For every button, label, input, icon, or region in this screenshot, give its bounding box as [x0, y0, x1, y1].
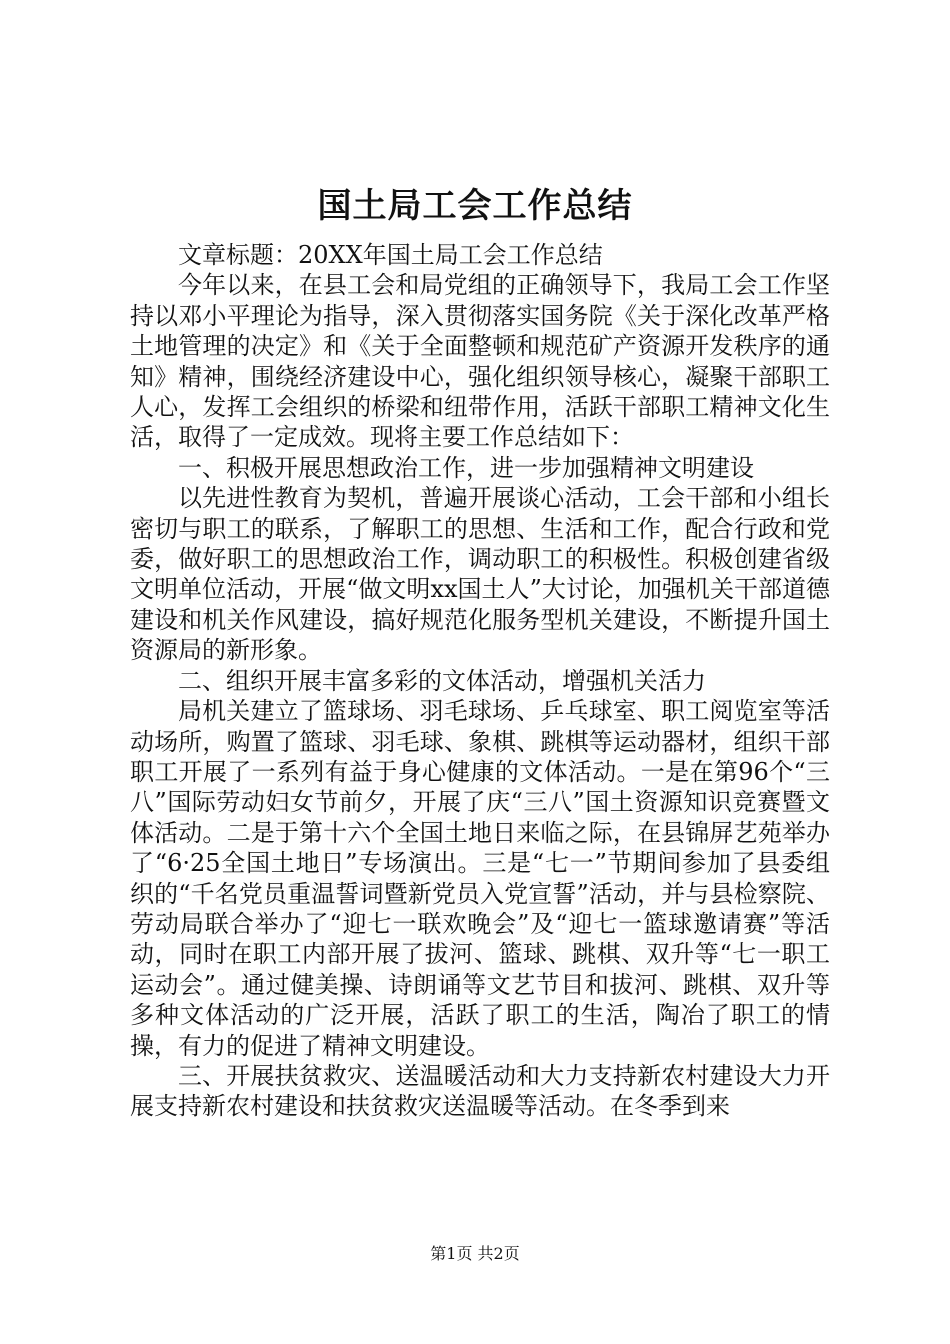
section-paragraph-2: 局机关建立了篮球场、羽毛球场、乒乓球室、职工阅览室等活动场所，购置了篮球、羽毛球、象棋、跳棋等运动器材，组织干部职工开展了一系列有益于身心健康的文体活动。一是在第96个“三八”国际劳动妇女节前夕，开展了庆“三八”国土资源知识竞赛暨文体活动。二是于第十六个全国土地日来临之际，在县锦屏艺苑举办了“6·25全国土地日”专场演出。三是“七一”节期间参加了县委组织的“千名党员重温誓词暨新党员入党宣誓”活动，并与县检察院、劳动局联合举办了“迎七一联欢晚会”及“迎七一篮球邀请赛”等活动，同时在职工内部开展了拔河、篮球、跳棋、双升等“七一职工运动会”。通过健美操、诗朗诵等文艺节目和拔河、跳棋、双升等多种文体活动的广泛开展，活跃了职工的生活，陶冶了职工的情操，有力的促进了精神文明建设。	[130, 697, 830, 1060]
page-title: 国土局工会工作总结	[317, 186, 633, 226]
document-body	[130, 240, 830, 1122]
section-heading-2: 二、组织开展丰富多彩的文体活动，增强机关活力	[178, 666, 706, 695]
page-footer: 第1页 共2页	[430, 1244, 520, 1263]
section-heading-1: 一、积极开展思想政治工作，进一步加强精神文明建设	[178, 453, 754, 482]
section-paragraph-1: 以先进性教育为契机，普遍开展谈心活动，工会干部和小组长密切与职工的联系，了解职工的思想、生活和工作，配合行政和党委，做好职工的思想政治工作，调动职工的积极性。积极创建省级文明单位活动，开展“做文明xx国土人”大讨论，加强机关干部道德建设和机关作风建设，搞好规范化服务型机关建设，不断提升国土资源局的新形象。	[130, 484, 830, 665]
intro-paragraph: 今年以来，在县工会和局党组的正确领导下，我局工会工作坚持以邓小平理论为指导，深入贯彻落实国务院《关于深化改革严格土地管理的决定》和《关于全面整顿和规范矿产资源开发秩序的通知》精神，围绕经济建设中心，强化组织领导核心，凝聚干部职工人心，发挥工会组织的桥梁和纽带作用，活跃干部职工精神文化生活，取得了一定成效。现将主要工作总结如下：	[130, 271, 830, 452]
article-title-line: 文章标题：20XX年国土局工会工作总结	[178, 241, 603, 269]
section-heading-3: 三、开展扶贫救灾、送温暖活动和大力支持新农村建设大力开展支持新农村建设和扶贫救灾送温暖等活动。在冬季到来	[130, 1061, 830, 1121]
